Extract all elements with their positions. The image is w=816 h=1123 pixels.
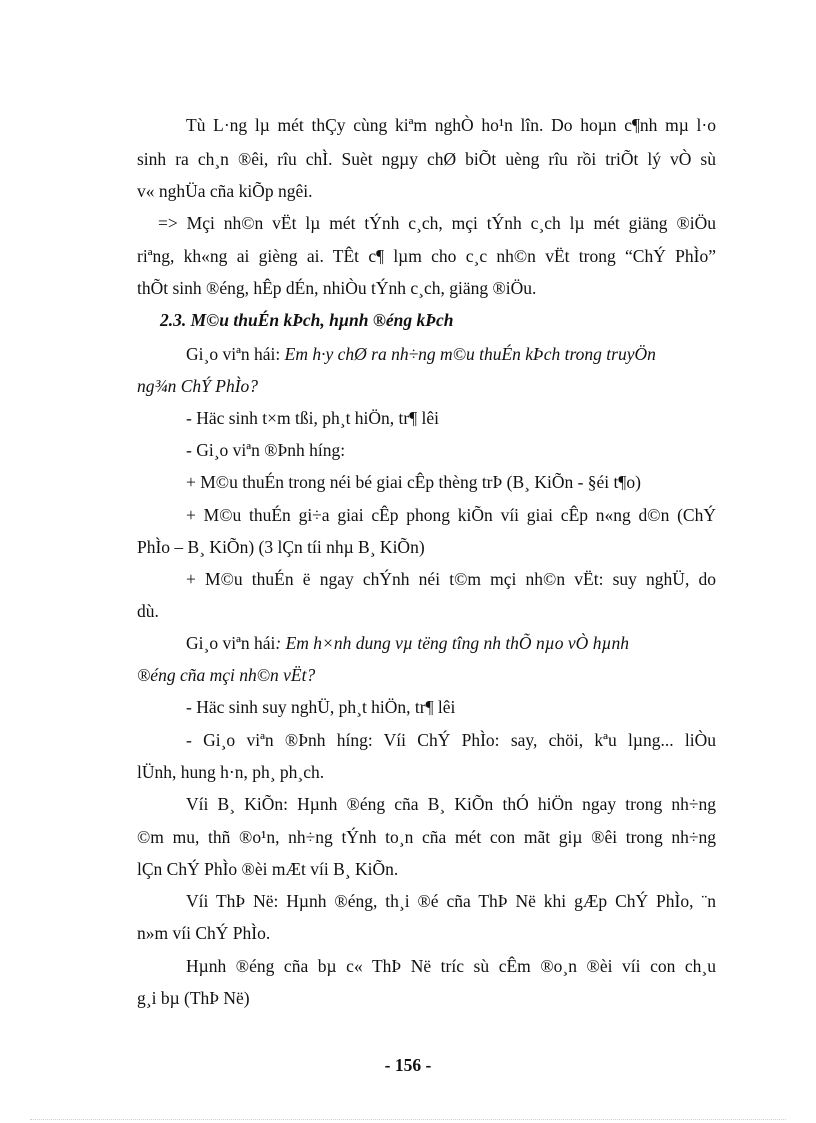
list-item: dù.: [137, 601, 159, 621]
question-text: : Em h×nh dung vµ tëng tîng nh thÕ nµo vÒ hµnh: [275, 633, 630, 653]
question-line: ng¾n ChÝ PhÌo?: [137, 376, 259, 396]
paragraph-line: v« nghÜa cña kiÕp ngêi.: [137, 181, 313, 201]
list-item: - Häc sinh suy nghÜ, ph¸t hiÖn, tr¶ lêi: [186, 697, 456, 717]
page-number: - 156 -: [384, 1055, 432, 1075]
list-item: + M©u thuÉn ë ngay chÝnh néi t©m mçi nh©n vËt: suy nghÜ, do: [186, 569, 716, 589]
paragraph-line: g¸i bµ (ThÞ Në): [137, 988, 250, 1008]
paragraph-line: n»m víi ChÝ PhÌo.: [137, 923, 271, 943]
paragraph-line: lÇn ChÝ PhÌo ®èi mÆt víi B¸ KiÕn.: [137, 859, 399, 879]
paragraph-line: Tù L·ng lµ mét thÇy cùng kiªm nghÒ ho¹n lîn. Do hoµn c¶nh mµ l·o: [186, 115, 716, 135]
question-line: [186, 632, 716, 654]
question-line: [186, 343, 716, 365]
paragraph-line: Víi ThÞ Në: Hµnh ®éng, th¸i ®é cña ThÞ Në khi gÆp ChÝ PhÌo, ¨n: [186, 891, 716, 911]
paragraph-line: ©m mu, thñ ®o¹n, nh÷ng tÝnh to¸n cña mét con mãt giµ ®êi trong nh÷ng: [137, 827, 716, 847]
list-item: + M©u thuÉn gi÷a giai cÊp phong kiÕn víi giai cÊp n«ng d©n (ChÝ: [186, 505, 716, 525]
list-item: - Häc sinh t×m tßi, ph¸t hiÖn, tr¶ lêi: [186, 408, 440, 428]
list-item: - Gi¸o viªn ®Þnh híng: Víi ChÝ PhÌo: say, chöi, kªu lµng... liÒu: [186, 730, 716, 750]
page-bottom-divider: [30, 1119, 786, 1120]
list-item: - Gi¸o viªn ®Þnh híng:: [186, 440, 346, 460]
paragraph-line: riªng, kh«ng ai gièng ai. TÊt c¶ lµm cho c¸c nh©n vËt trong “ChÝ PhÌo”: [137, 246, 716, 266]
paragraph-line: => Mçi nh©n vËt lµ mét tÝnh c¸ch, mçi tÝnh c¸ch lµ mét giäng ®iÖu: [158, 213, 716, 233]
paragraph-line: Víi B¸ KiÕn: Hµnh ®éng cña B¸ KiÕn thÓ hiÖn ngay trong nh÷ng: [186, 794, 716, 814]
list-item: PhÌo – B¸ KiÕn) (3 lÇn tíi nhµ B¸ KiÕn): [137, 537, 425, 557]
question-label: Gi¸o viªn hái:: [186, 344, 281, 364]
question-text: Em h·y chØ ra nh÷ng m©u thuÉn kÞch trong truyÖn: [280, 344, 656, 364]
question-line: ®éng cña mçi nh©n vËt?: [137, 665, 316, 685]
paragraph-line: sinh ra ch¸n ®êi, rîu chÌ. Suèt ngµy chØ biÕt uèng rîu rồi triÕt lý vÒ sù: [137, 149, 716, 169]
question-label: Gi¸o viªn hái: [186, 633, 276, 653]
paragraph-line: Hµnh ®éng cña bµ c« ThÞ Në tríc sù cÊm ®o¸n ®èi víi con ch¸u: [186, 956, 716, 976]
section-heading: 2.3. M©u thuÉn kÞch, hµnh ®éng kÞch: [160, 310, 454, 330]
paragraph-line: thÕt sinh ®éng, hÊp dÉn, nhiÒu tÝnh c¸ch, giäng ®iÖu.: [137, 278, 537, 298]
list-item: + M©u thuÉn trong néi bé giai cÊp thèng trÞ (B¸ KiÕn - §éi t¶o): [186, 472, 641, 492]
list-item: lÜnh, hung h·n, ph¸ ph¸ch.: [137, 762, 325, 782]
